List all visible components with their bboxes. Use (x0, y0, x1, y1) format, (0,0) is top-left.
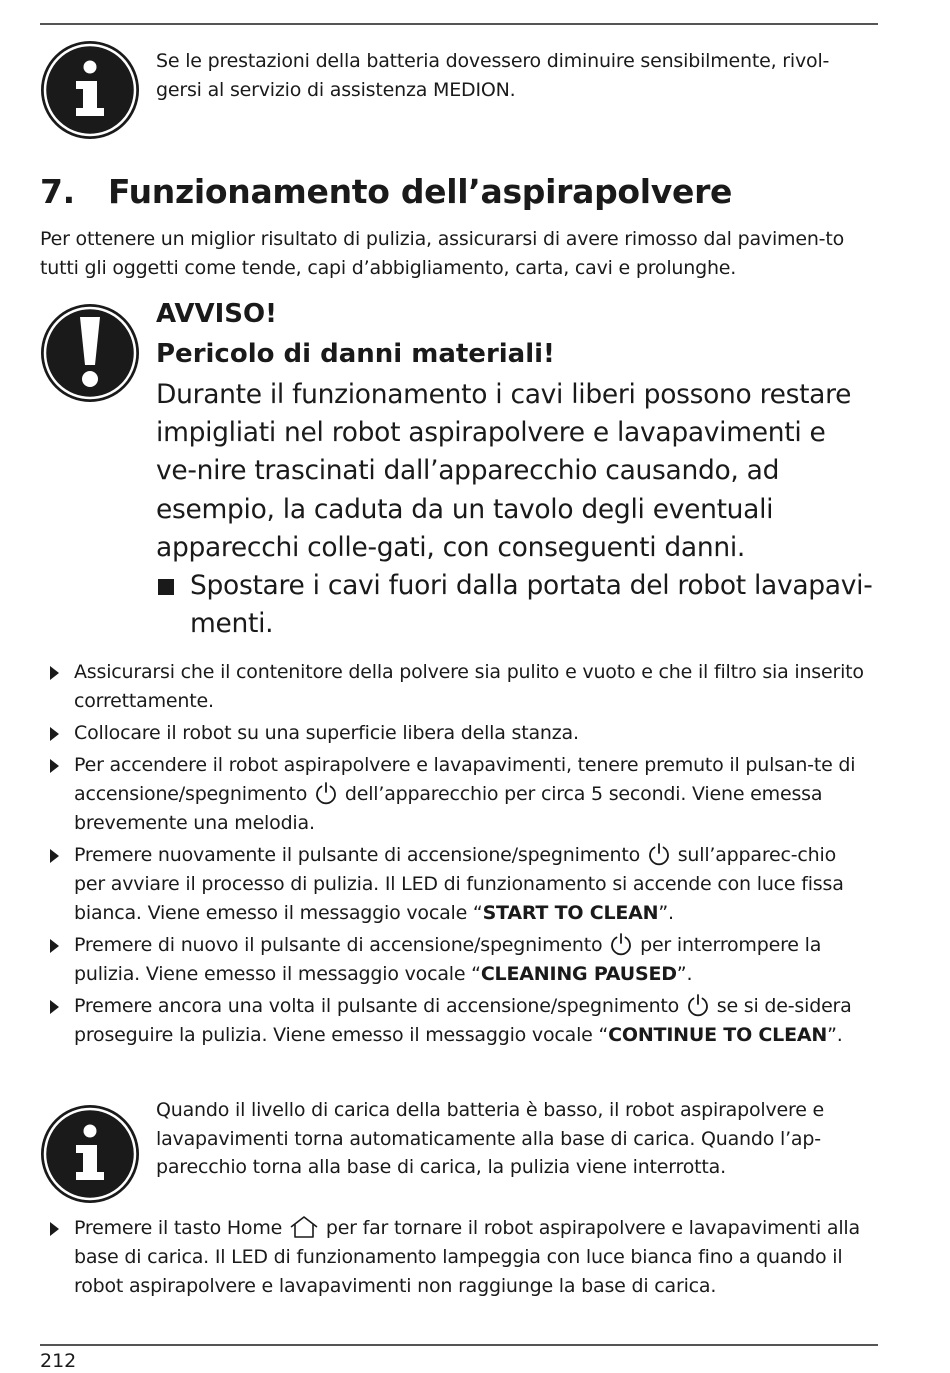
section-number: 7. (40, 172, 75, 211)
warning-subtitle: Pericolo di danni materiali! (156, 339, 555, 369)
section-title: Funzionamento dell’aspirapolvere (108, 172, 733, 211)
step-text: se si de-sidera proseguire la pulizia. Viene emesso il messaggio vocale “ (74, 995, 852, 1046)
list-item (40, 1214, 870, 1301)
home-icon (288, 1215, 320, 1239)
info-note-charging: Quando il livello di carica della batteria è basso, il robot aspirapolvere e lavapavimenti torna automaticamente alla base di carica. Quando l’ap-parecchio torna alla base di carica, la pulizia viene interrotta. (156, 1099, 825, 1178)
step-text: Assicurarsi che il contenitore della polvere sia pulito e vuoto e che il filtro sia inserito correttamente. (74, 661, 864, 712)
warning-block (156, 294, 874, 643)
step-text-end: ”. (658, 902, 674, 924)
arrow-bullet-icon (50, 727, 59, 741)
warning-bullet-text: Spostare i cavi fuori dalla portata del robot lavapavi-menti. (190, 570, 873, 640)
power-icon (646, 842, 672, 866)
step-text: per far tornare il robot aspirapolvere e lavapavimenti alla base di carica. Il LED di funzionamento lampeggia con luce bianca fino a quando il robot aspirapolvere e lavapavimenti non raggiunge la base di carica. (74, 1217, 860, 1297)
exclamation-icon (40, 303, 140, 403)
step-text: Per accendere il robot aspirapolvere e lavapavimenti, tenere premuto il pulsan-te di accensione/spegnimento (74, 754, 856, 805)
arrow-bullet-icon (50, 849, 59, 863)
info-icon (40, 1104, 140, 1204)
warning-label: AVVISO! (156, 299, 277, 329)
home-step-list (40, 1214, 870, 1304)
step-text: dell’apparecchio per circa 5 secondi. Viene emessa brevemente una melodia. (74, 783, 823, 834)
page-number: 212 (40, 1350, 77, 1372)
step-text: sull’apparec-chio per avviare il processo di pulizia. Il LED di funzionamento si accende con luce fissa bianca. Viene emesso il messaggio vocale “ (74, 844, 844, 924)
step-text: Premere ancora una volta il pulsante di accensione/spegnimento (74, 995, 680, 1017)
steps-list (40, 658, 870, 1053)
step-text: Premere nuovamente il pulsante di accensione/spegnimento (74, 844, 641, 866)
warning-bullet (156, 567, 874, 643)
arrow-bullet-icon (50, 666, 59, 680)
step-text: Premere il tasto Home (74, 1217, 283, 1239)
voice-message: START TO CLEAN (482, 902, 659, 924)
arrow-bullet-icon (50, 759, 59, 773)
section-heading (40, 170, 732, 214)
step-text: Collocare il robot su una superficie libera della stanza. (74, 722, 579, 744)
list-item (40, 751, 870, 838)
list-item (40, 931, 870, 989)
info-icon (40, 40, 140, 140)
voice-message: CONTINUE TO CLEAN (608, 1024, 828, 1046)
warning-body: Durante il funzionamento i cavi liberi possono restare impigliati nel robot aspirapolvere e lavapavimenti e ve-nire trascinati dall’apparecchio causando, ad esempio, la caduta da un tavolo degli eventuali apparecchi colle-gati, con conseguenti danni. (156, 379, 852, 563)
top-rule (40, 23, 878, 25)
list-item (40, 719, 870, 748)
arrow-bullet-icon (50, 1222, 59, 1236)
section-intro: Per ottenere un miglior risultato di pulizia, assicurarsi di avere rimosso dal pavimen-to tutti gli oggetti come tende, capi d’abbigliamento, carta, cavi e prolunghe. (40, 228, 844, 279)
power-icon (608, 932, 634, 956)
step-text-end: ”. (827, 1024, 843, 1046)
list-item (40, 992, 870, 1050)
power-icon (313, 781, 339, 805)
list-item (40, 841, 870, 928)
bottom-rule (40, 1344, 878, 1346)
step-text: Premere di nuovo il pulsante di accensione/spegnimento (74, 934, 603, 956)
power-icon (685, 993, 711, 1017)
arrow-bullet-icon (50, 1000, 59, 1014)
step-text-end: ”. (676, 963, 693, 985)
square-bullet-icon (158, 579, 174, 595)
info-note-battery: Se le prestazioni della batteria dovessero diminuire sensibilmente, rivol-gersi al servizio di assistenza MEDION. (156, 50, 830, 101)
list-item (40, 658, 870, 716)
arrow-bullet-icon (50, 939, 59, 953)
step-text: per interrompere la pulizia. Viene emesso il messaggio vocale “ (74, 934, 822, 985)
voice-message: CLEANING PAUSED (480, 963, 677, 985)
